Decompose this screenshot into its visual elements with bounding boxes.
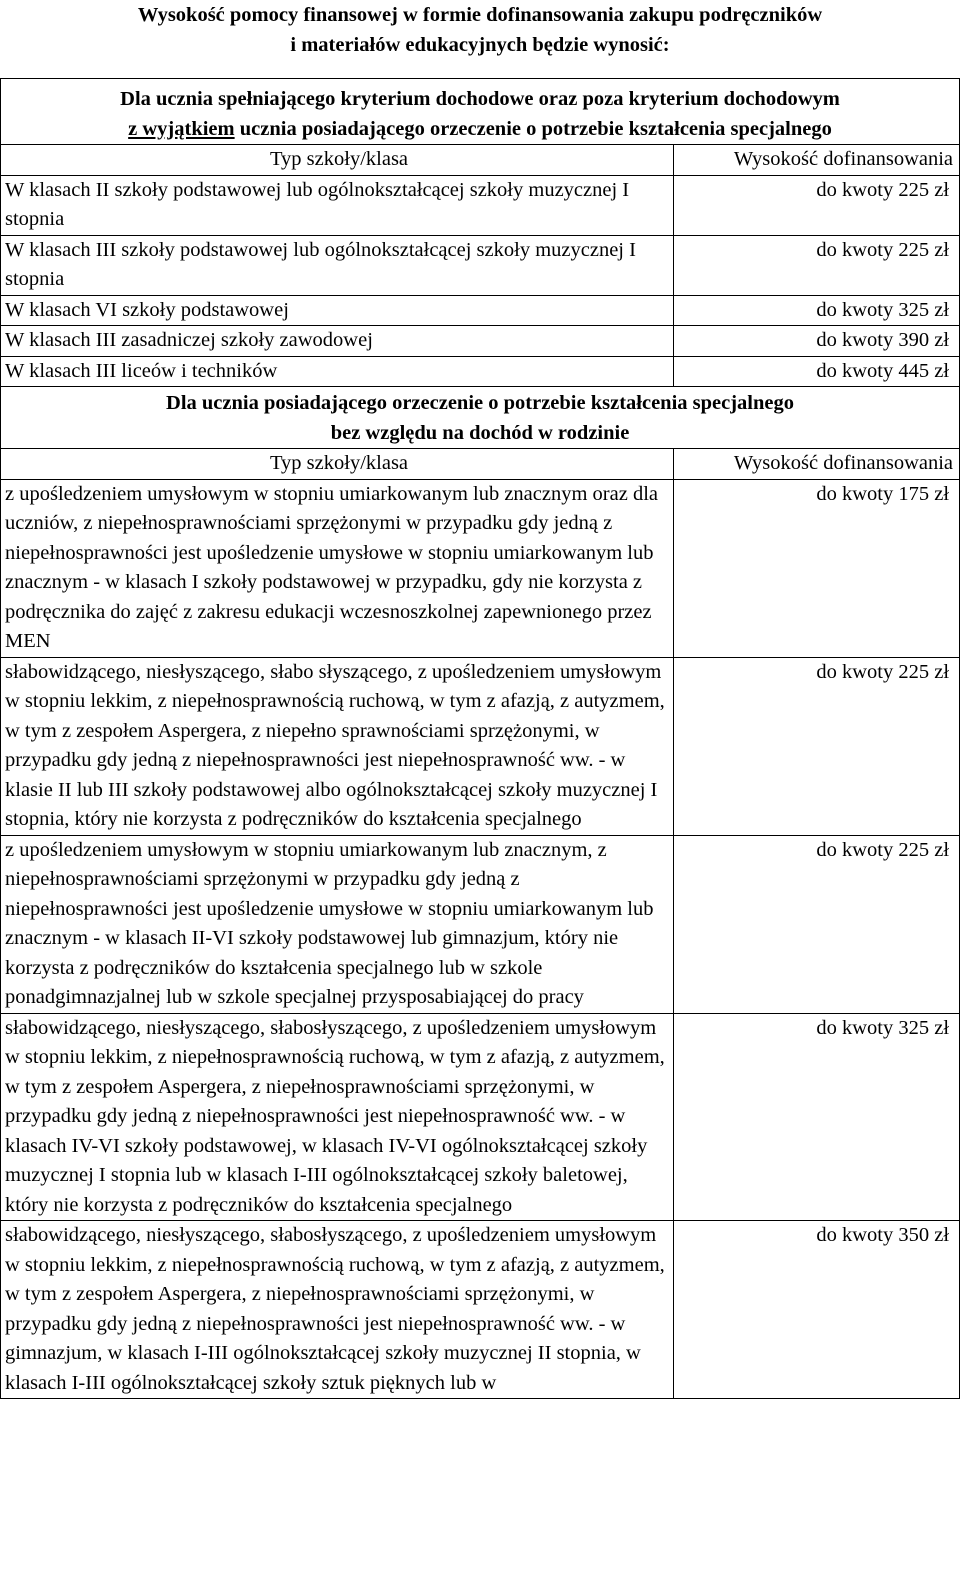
- row-amount: do kwoty 225 zł: [674, 175, 960, 235]
- section-2-col-type: Typ szkoły/klasa: [1, 449, 674, 480]
- table-row: [1, 657, 960, 835]
- row-amount: do kwoty 325 zł: [674, 295, 960, 326]
- section-1-heading-line-1: Dla ucznia spełniającego kryterium dochodowe oraz poza kryterium dochodowym: [120, 88, 840, 110]
- row-type: z upośledzeniem umysłowym w stopniu umiarkowanym lub znacznym oraz dla uczniów, z niepełnosprawnościami sprzężonymi w przypadku gdy jedną z niepełnosprawności jest upośledzenie umysłowe w stopniu umiarkowanym lub znacznym - w klasach I szkoły podstawowej w przypadku, gdy nie korzysta z podręcznika do zajęć z zakresu edukacji wczesnoszkolnej zapewnionego przez MEN: [1, 479, 674, 657]
- row-amount: do kwoty 445 zł: [674, 356, 960, 387]
- section-1-header-row: [1, 145, 960, 176]
- table-row: [1, 479, 960, 657]
- row-amount: do kwoty 175 zł: [674, 479, 960, 657]
- row-type: słabowidzącego, niesłyszącego, słabosłyszącego, z upośledzeniem umysłowym w stopniu lekkim, z niepełnosprawnością ruchową, w tym z afazją, z autyzmem, w tym z zespołem Aspergera, z niepełnosprawnościami sprzężonymi, w przypadku gdy jedną z niepełnosprawności jest niepełnosprawność ww. - w klasach IV-VI szkoły podstawowej, w klasach IV-VI ogólnokształcącej szkoły muzycznej I stopnia lub w klasach I-III ogólnokształcącej szkoły baletowej, który nie korzysta z podręczników do kształcenia specjalnego: [1, 1013, 674, 1221]
- table-row: [1, 326, 960, 357]
- row-type: słabowidzącego, niesłyszącego, słabo słyszącego, z upośledzeniem umysłowym w stopniu lekkim, z niepełnosprawnością ruchową, w tym z afazją, z autyzmem, w tym z zespołem Aspergera, z niepełno sprawnościami sprzężonymi, w przypadku gdy jedną z niepełnosprawności jest niepełnosprawność ww. - w klasie II lub III szkoły podstawowej albo ogólnokształcącej szkoły muzycznej I stopnia, który nie korzysta z podręczników do kształcenia specjalnego: [1, 657, 674, 835]
- row-amount: do kwoty 225 zł: [674, 657, 960, 835]
- row-amount: do kwoty 350 zł: [674, 1221, 960, 1399]
- table-row: [1, 1013, 960, 1221]
- section-2-heading: [1, 387, 960, 449]
- row-type: z upośledzeniem umysłowym w stopniu umiarkowanym lub znacznym, z niepełnosprawnościami sprzężonymi w przypadku gdy jedną z niepełnosprawności jest upośledzenie umysłowe w stopniu umiarkowanym lub znacznym - w klasach II-VI szkoły podstawowej lub gimnazjum, który nie korzysta z podręczników do kształcenia specjalnego lub w szkole ponadgimnazjalnej lub w szkole specjalnej przysposabiającej do pracy: [1, 835, 674, 1013]
- section-2-heading-row: [1, 387, 960, 449]
- row-amount: do kwoty 390 zł: [674, 326, 960, 357]
- section-2-heading-line-1: Dla ucznia posiadającego orzeczenie o potrzebie kształcenia specjalnego: [166, 392, 794, 414]
- section-1-heading: [1, 79, 960, 145]
- table-row: [1, 356, 960, 387]
- table-row: [1, 1221, 960, 1399]
- section-1-heading-underlined: z wyjątkiem: [128, 117, 235, 140]
- table-row: [1, 175, 960, 235]
- document-title: [56, 0, 904, 60]
- section-1-col-amount: Wysokość dofinansowania: [674, 145, 960, 176]
- row-type: słabowidzącego, niesłyszącego, słabosłyszącego, z upośledzeniem umysłowym w stopniu lekkim, z niepełnosprawnością ruchową, w tym z afazją, z autyzmem, w tym z zespołem Aspergera, z niepełnosprawnościami sprzężonymi, w przypadku gdy jedną z niepełnosprawności jest niepełnosprawność ww. - w gimnazjum, w klasach I-III ogólnokształcącej szkoły muzycznej II stopnia, w klasach I-III ogólnokształcącej szkoły sztuk pięknych lub w: [1, 1221, 674, 1399]
- row-amount: do kwoty 225 zł: [674, 835, 960, 1013]
- table-row: [1, 235, 960, 295]
- row-type: W klasach III szkoły podstawowej lub ogólnokształcącej szkoły muzycznej I stopnia: [1, 235, 674, 295]
- section-2-header-row: [1, 449, 960, 480]
- title-line-1: Wysokość pomocy finansowej w formie dofinansowania zakupu podręczników: [137, 4, 823, 26]
- row-amount: do kwoty 325 zł: [674, 1013, 960, 1221]
- row-amount: do kwoty 225 zł: [674, 235, 960, 295]
- section-1-heading-line-2: [1, 115, 959, 145]
- title-line-2: i materiałów edukacyjnych będzie wynosić:: [290, 34, 670, 56]
- row-type: W klasach II szkoły podstawowej lub ogólnokształcącej szkoły muzycznej I stopnia: [1, 175, 674, 235]
- section-1-heading-row: [1, 79, 960, 145]
- section-1-col-type: Typ szkoły/klasa: [1, 145, 674, 176]
- section-2-heading-line-2: bez względu na dochód w rodzinie: [330, 421, 630, 444]
- funding-table: [0, 78, 960, 1399]
- row-type: W klasach VI szkoły podstawowej: [1, 295, 674, 326]
- section-1-heading-rest: ucznia posiadającego orzeczenie o potrzebie kształcenia specjalnego: [234, 117, 832, 140]
- row-type: W klasach III liceów i techników: [1, 356, 674, 387]
- table-row: [1, 835, 960, 1013]
- section-2-col-amount: Wysokość dofinansowania: [674, 449, 960, 480]
- row-type: W klasach III zasadniczej szkoły zawodowej: [1, 326, 674, 357]
- table-row: [1, 295, 960, 326]
